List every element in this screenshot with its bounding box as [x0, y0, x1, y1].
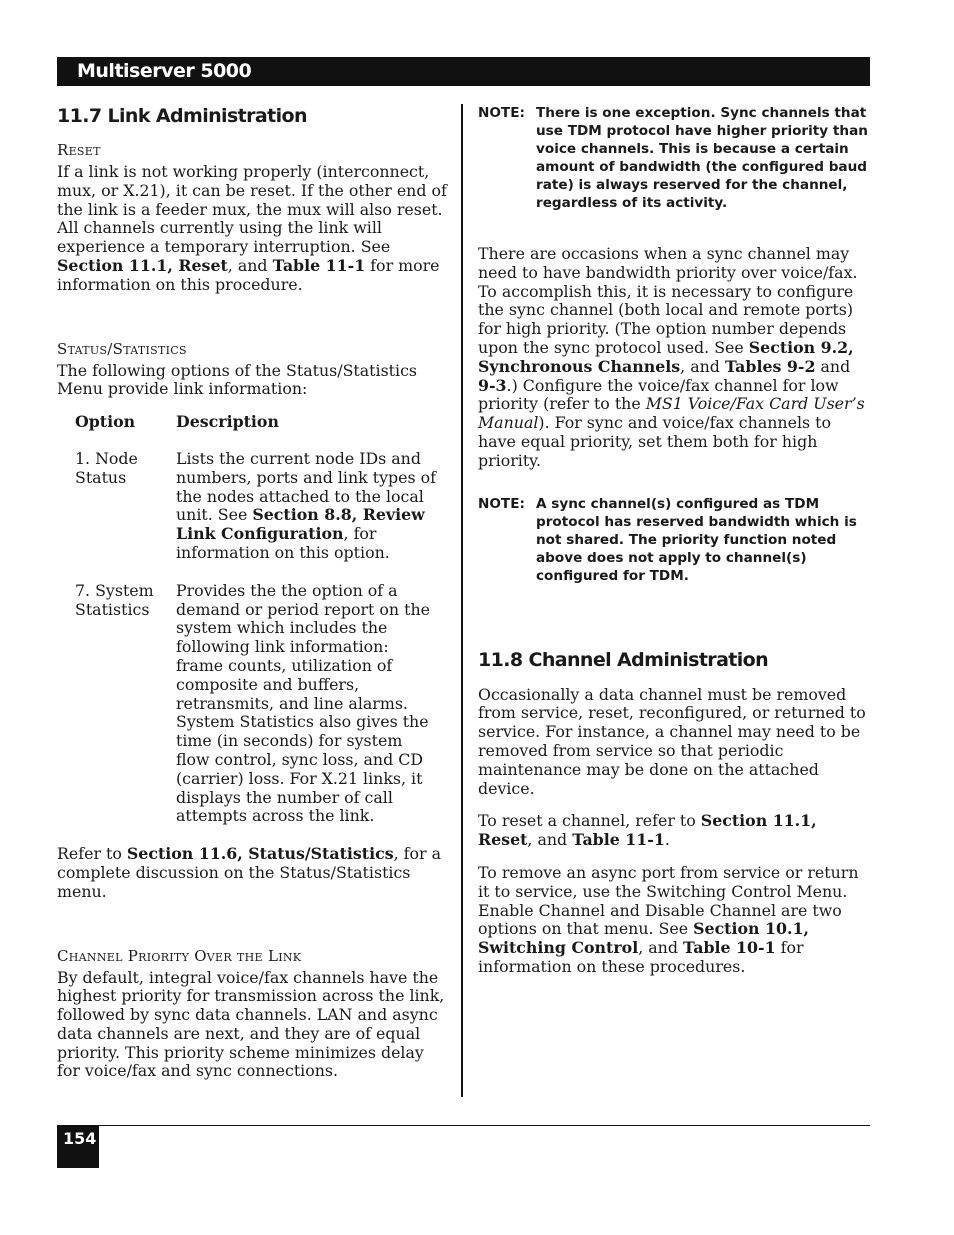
left-column: [57, 100, 447, 1081]
header-bar: [57, 57, 870, 86]
option-label: 7. System Statistics: [75, 580, 154, 619]
section-heading-11-8: 11.8 Channel Administration: [478, 648, 769, 671]
page-number-box: [57, 1125, 99, 1168]
right-column: [478, 104, 870, 977]
channel-admin-paragraph-3: To remove an async port from service or return it to service, use the Switching Control Menu. Enable Channel and Disable Channel are two options on that menu. See Section 10.1, Switching Control, and Table 10-1 for information on these procedures.: [478, 862, 859, 976]
channel-priority-heading: Channel Priority Over the Link: [57, 946, 302, 965]
option-description: Provides the the option of a demand or period report on the system which includes the following link information: frame counts, utilization of composite and buffers, retransmits, and line alarms. System Statistics also gives the time (in seconds) for system flow control, sync loss, and CD (carrier) loss. For X.21 links, it displays the number of call attempts across the link.: [176, 580, 430, 826]
table-row: [75, 450, 447, 563]
note-label: NOTE:: [478, 105, 525, 121]
reset-heading: Reset: [57, 141, 101, 159]
note-1: [478, 104, 870, 212]
table-row: [75, 582, 447, 826]
refer-paragraph: Refer to Section 11.6, Status/Statistics, for a complete discussion on the Status/Statistics menu.: [57, 844, 441, 901]
options-table-header: Option Description: [75, 412, 279, 432]
reset-paragraph: If a link is not working properly (interconnect, mux, or X.21), it can be reset. If the other end of the link is a feeder mux, the mux will also reset. All channels currently using the link will experience a temporary interruption. See Section 11.1, Reset, and Table 11-1 for more information on this procedure.: [57, 162, 447, 294]
channel-priority-paragraph: By default, integral voice/fax channels have the highest priority for transmission across the link, followed by sync data channels. LAN and async data channels are next, and they are of equal priority. This priority scheme minimizes delay for voice/fax and sync connections.: [57, 967, 445, 1081]
sync-priority-paragraph: There are occasions when a sync channel may need to have bandwidth priority over voice/fax. To accomplish this, it is necessary to configure the sync channel (both local and remote ports) for high priority. (The option number depends upon the sync protocol used. See Section 9.2, Synchronous Channels, and Tables 9-2 and 9-3.) Configure the voice/fax channel for low priority (refer to the MS1 Voice/Fax Card User’s Manual). For sync and voice/fax channels to have equal priority, set them both for high priority.: [478, 244, 865, 470]
note-2: [478, 495, 870, 585]
option-description: Lists the current node IDs and numbers, ports and link types of the nodes attached to the local unit. See Section 8.8, Review Link Configuration, for information on this option.: [176, 448, 436, 562]
footer-rule: [57, 1125, 870, 1126]
option-label: 1. Node Status: [75, 448, 138, 487]
channel-admin-paragraph-1: Occasionally a data channel must be removed from service, reset, reconfigured, or returned to service. For instance, a channel may need to be removed from service so that periodic maintenance may be done on the attached device.: [478, 684, 866, 798]
note-body: There is one exception. Sync channels that use TDM protocol have higher priority than voice channels. This is because a certain amount of bandwidth (the configured baud rate) is always reserved for the channel, regardless of its activity.: [536, 105, 868, 211]
column-divider: [461, 104, 463, 1097]
running-header-title: Multiserver 5000: [77, 60, 252, 82]
channel-admin-paragraph-2: To reset a channel, refer to Section 11.1, Reset, and Table 11-1.: [478, 811, 817, 850]
section-heading-11-7: 11.7 Link Administration: [57, 105, 307, 127]
page-number: 154: [63, 1129, 97, 1148]
note-label: NOTE:: [478, 495, 525, 512]
status-heading: Status/Statistics: [57, 339, 187, 358]
note-body: A sync channel(s) configured as TDM protocol has reserved bandwidth which is not shared. The priority function noted above does not apply to channel(s) configured for TDM.: [536, 495, 857, 584]
status-intro: The following options of the Status/Statistics Menu provide link information:: [57, 360, 418, 399]
options-table: [75, 413, 447, 826]
